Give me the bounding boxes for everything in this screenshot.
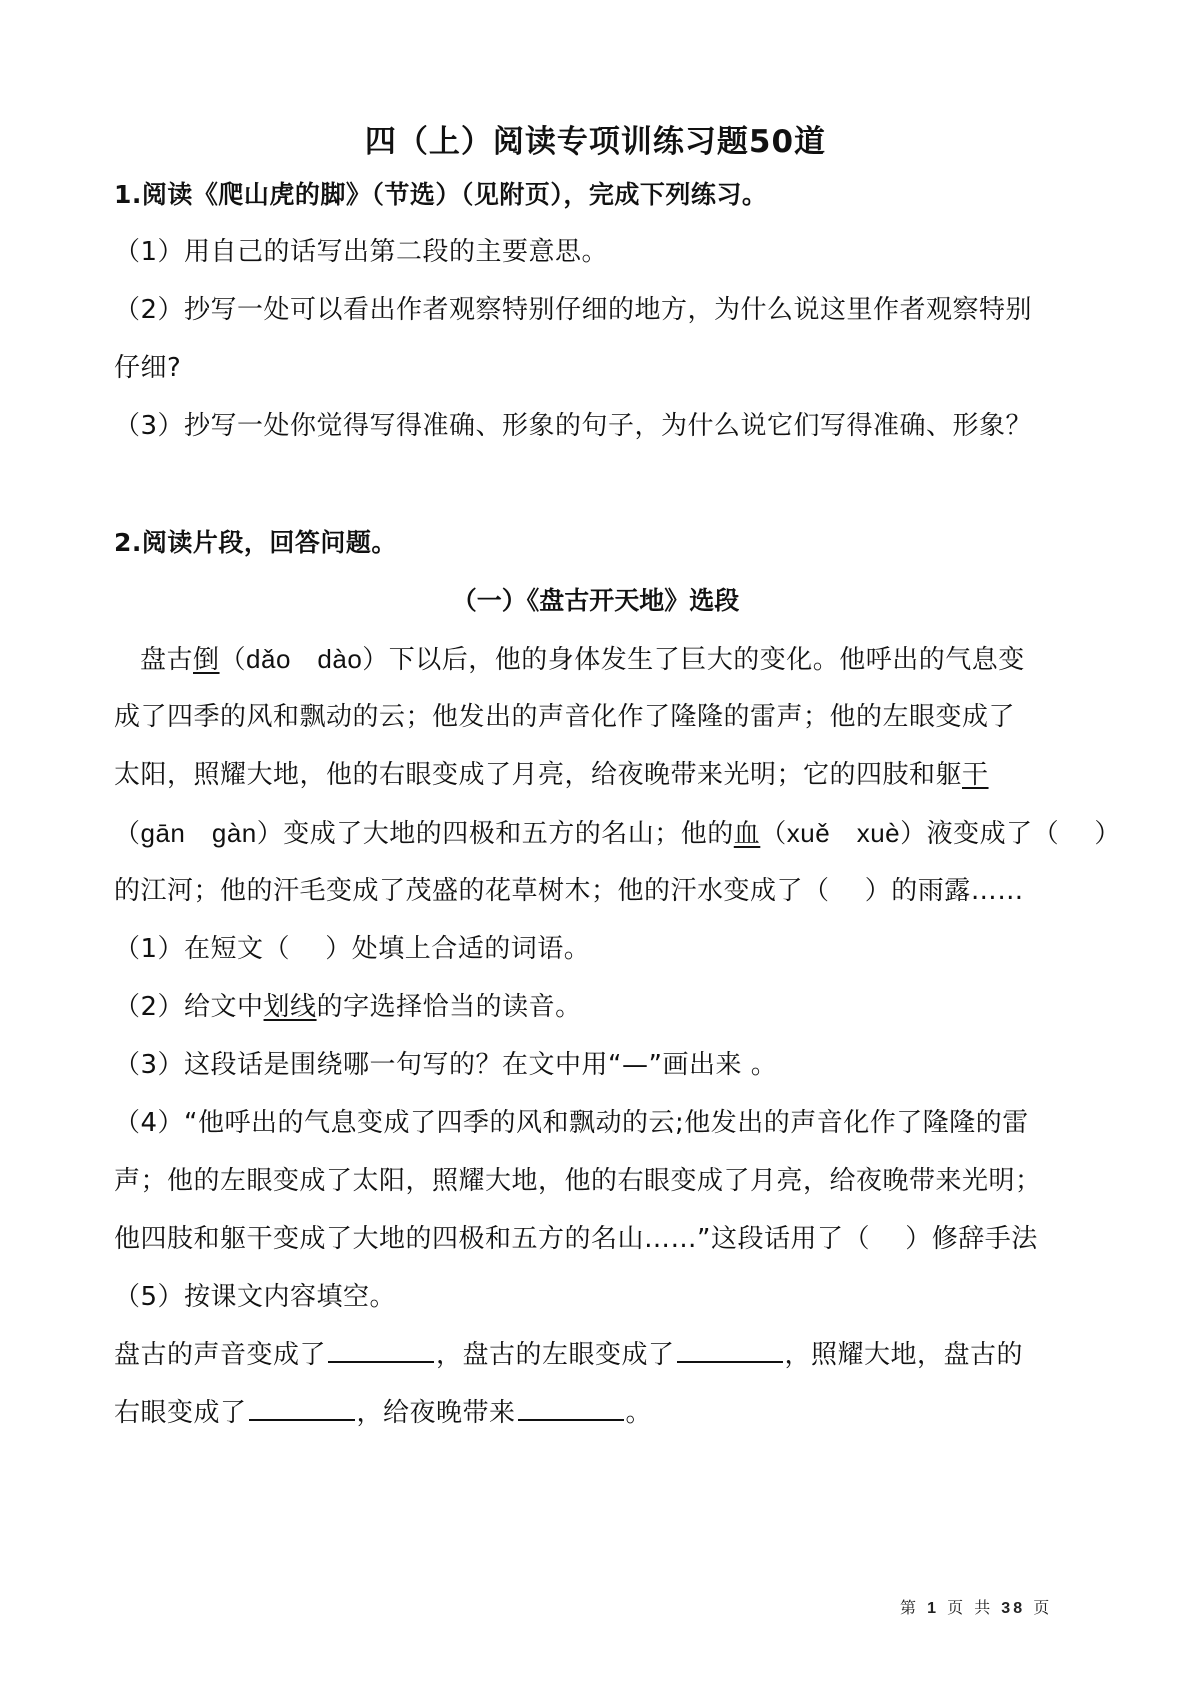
passage-text: 变成了大地的四极和五方的名山；他的 <box>283 819 734 849</box>
question-2-item-5: （5）按课文内容填空。 <box>114 1282 397 1312</box>
fill-text: ，照耀大地，盘古的 <box>784 1340 1024 1370</box>
passage-text: 盘古 <box>140 645 194 675</box>
question-2-item-4-line-3: 他四肢和躯干变成了大地的四极和五方的名山……”这段话用了（ ）修辞手法 <box>114 1224 1038 1254</box>
fill-blank-line-1 <box>114 1335 1023 1375</box>
question-2-item-1: （1）在短文（ ）处填上合适的词语。 <box>114 934 591 964</box>
footer-text: 页 <box>1033 1598 1053 1617</box>
answer-blank[interactable] <box>249 1393 355 1421</box>
page-title: 四（上）阅读专项训练习题50道 <box>364 124 827 160</box>
fill-text: 。 <box>625 1398 653 1428</box>
fill-text: 右眼变成了 <box>114 1398 247 1428</box>
passage-line-3 <box>114 755 989 795</box>
question-1-item-2: （2）抄写一处可以看出作者观察特别仔细的地方，为什么说这里作者观察特别 <box>114 295 1033 325</box>
pinyin-options: （gān gàn） <box>114 818 284 848</box>
passage-line-4 <box>114 813 1121 854</box>
underlined-char: 血 <box>733 819 761 849</box>
pinyin-options: （dǎo dào） <box>219 644 389 674</box>
question-2-heading: 2.阅读片段，回答问题。 <box>114 528 397 557</box>
item-text: （2）给文中 <box>114 992 264 1022</box>
passage-text: 太阳，照耀大地，他的右眼变成了月亮，给夜晚带来光明；它的四肢和躯 <box>114 760 963 790</box>
question-1-item-1: （1）用自己的话写出第二段的主要意思。 <box>114 237 609 267</box>
fill-text: ，给夜晚带来 <box>356 1398 516 1428</box>
passage-text: 下以后，他的身体发生了巨大的变化。他呼出的气息变 <box>388 645 1025 675</box>
total-pages-number: 38 <box>1001 1600 1026 1617</box>
underlined-char: 干 <box>962 760 989 790</box>
question-2-item-3: （3）这段话是围绕哪一句写的？在文中用“—”画出来 。 <box>114 1050 778 1080</box>
question-1-heading: 1.阅读《爬山虎的脚》（节选）（见附页），完成下列练习。 <box>114 180 768 209</box>
question-1-item-3: （3）抄写一处你觉得写得准确、形象的句子，为什么说它们写得准确、形象？ <box>114 411 1033 441</box>
pinyin-options: （xuě xuè） <box>760 818 927 848</box>
answer-blank[interactable] <box>518 1393 624 1421</box>
passage-line-1 <box>140 639 1025 680</box>
current-page-number: 1 <box>927 1600 940 1617</box>
fill-text: 盘古的声音变成了 <box>114 1340 327 1370</box>
question-1-item-2-cont: 仔细? <box>114 353 182 383</box>
underlined-term: 划线 <box>263 992 317 1022</box>
item-text: 的字选择恰当的读音。 <box>316 992 582 1022</box>
answer-blank[interactable] <box>677 1335 783 1363</box>
page-footer <box>900 1596 1052 1621</box>
fill-blank-line-2 <box>114 1393 652 1433</box>
question-2-item-4-line-1: （4）“他呼出的气息变成了四季的风和飘动的云;他发出的声音化作了隆隆的雷 <box>114 1108 1029 1138</box>
question-2-item-2 <box>114 987 582 1027</box>
footer-text: 第 <box>900 1598 920 1617</box>
footer-text: 页 共 <box>947 1598 994 1617</box>
passage-line-2: 成了四季的风和飘动的云；他发出的声音化作了隆隆的雷声；他的左眼变成了 <box>114 702 1016 732</box>
question-2-item-4-line-2: 声；他的左眼变成了太阳，照耀大地，他的右眼变成了月亮，给夜晚带来光明； <box>114 1166 1042 1196</box>
passage-text: 液变成了（ ） <box>926 819 1121 849</box>
answer-blank[interactable] <box>328 1335 434 1363</box>
fill-text: ，盘古的左眼变成了 <box>436 1340 675 1370</box>
passage-title: （一）《盘古开天地》选段 <box>451 586 740 615</box>
underlined-char: 倒 <box>193 645 220 675</box>
passage-line-5: 的江河；他的汗毛变成了茂盛的花草树木；他的汗水变成了（ ）的雨露…… <box>114 876 1024 906</box>
